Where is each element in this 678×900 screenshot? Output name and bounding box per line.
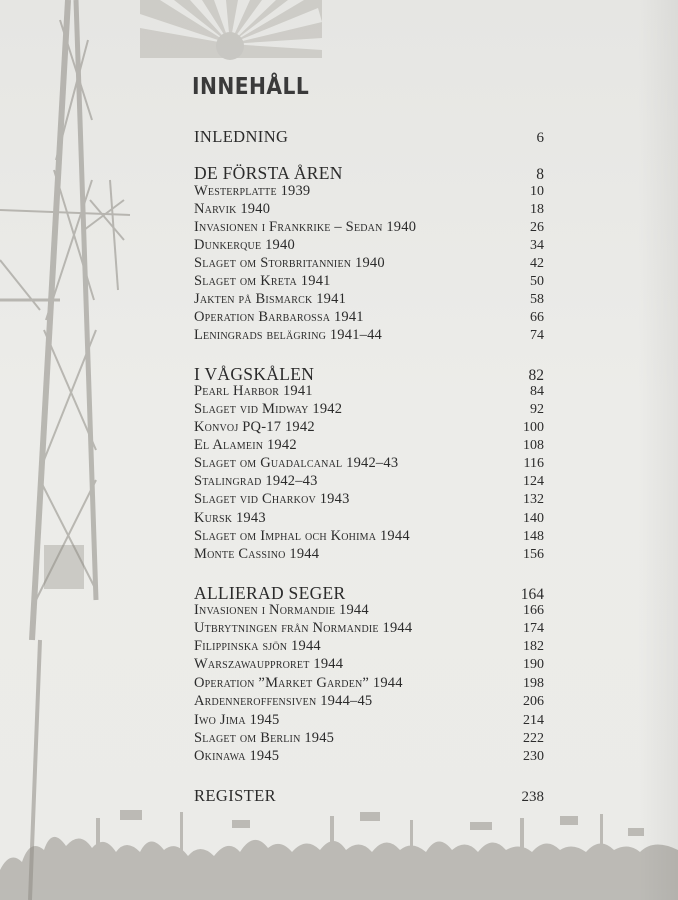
toc-entry (194, 620, 544, 637)
page-shadow (638, 0, 678, 900)
toc-entry (194, 401, 544, 418)
toc-entry (194, 491, 544, 508)
toc-entry (194, 291, 544, 308)
toc-entry-title: Dunkerque 1940 (194, 237, 295, 253)
toc-entry-page: 174 (523, 621, 544, 636)
toc-entry-title: Jakten på Bismarck 1941 (194, 291, 347, 307)
toc-entry-page: 82 (528, 367, 544, 384)
toc-entry-page: 50 (530, 274, 544, 289)
toc-entry (194, 309, 544, 326)
toc-entry-title: Slaget om Guadalcanal 1942–43 (194, 455, 399, 471)
toc-entry-title: INLEDNING (194, 127, 289, 146)
toc-entry-title: Okinawa 1945 (194, 748, 280, 764)
toc-entry (194, 273, 544, 290)
toc-entry-title: Kursk 1943 (194, 510, 266, 526)
toc-entry-title: Monte Cassino 1944 (194, 546, 320, 562)
toc-entry-title: Stalingrad 1942–43 (194, 473, 318, 489)
toc-entry-title: Warszawaupproret 1944 (194, 656, 344, 672)
toc-entry-title: Konvoj PQ-17 1942 (194, 419, 315, 435)
toc-entry-title: REGISTER (194, 786, 277, 805)
toc-entry-page: 230 (523, 749, 544, 764)
toc-entry (194, 656, 544, 673)
toc-entry (194, 712, 544, 729)
toc-entry (194, 455, 544, 472)
toc-entry-page: 214 (523, 713, 544, 728)
toc-entry-title: Slaget vid Charkov 1943 (194, 491, 350, 507)
toc-section-heading (194, 163, 544, 184)
toc-entry (194, 183, 544, 200)
toc-entry-page: 190 (523, 657, 544, 672)
toc-entry (194, 127, 544, 147)
toc-entry-page: 18 (530, 202, 544, 217)
toc-entry-page: 74 (530, 328, 544, 343)
toc-entry (194, 786, 544, 806)
toc-entry (194, 638, 544, 655)
toc-entry-page: 10 (530, 184, 544, 199)
toc-entry (194, 748, 544, 765)
toc-entry (194, 419, 544, 436)
toc-entry (194, 437, 544, 454)
toc-entry-title: Westerplatte 1939 (194, 183, 311, 199)
toc-entry-page: 198 (523, 676, 544, 691)
toc-entry-title: Slaget om Storbritannien 1940 (194, 255, 385, 271)
toc-entry (194, 383, 544, 400)
toc-entry-title: ALLIERAD SEGER (194, 583, 346, 603)
radio-tower (0, 0, 130, 900)
toc-entry-title: Slaget om Berlin 1945 (194, 730, 335, 746)
toc-entry-page: 132 (523, 492, 544, 507)
toc-entry-page: 238 (521, 789, 544, 805)
rising-sun-flag (140, 0, 322, 60)
toc-entry-title: Leningrads belägring 1941–44 (194, 327, 383, 343)
toc-entry-title: Ardenneroffensiven 1944–45 (194, 693, 373, 709)
toc-entry (194, 675, 544, 692)
toc-entry-page: 26 (530, 220, 544, 235)
toc-entry (194, 510, 544, 527)
toc-entry-title: I VÅGSKÅLEN (194, 364, 315, 384)
toc-entry-page: 166 (523, 603, 544, 618)
toc-entry-title: Slaget om Kreta 1941 (194, 273, 331, 289)
toc-section-heading (194, 583, 544, 604)
toc-entry (194, 473, 544, 490)
toc-entry-page: 108 (523, 438, 544, 453)
toc-entry-title: Narvik 1940 (194, 201, 271, 217)
toc-entry-title: Filippinska sjön 1944 (194, 638, 321, 654)
toc-entry-title: Invasionen i Normandie 1944 (194, 602, 369, 618)
toc-entry-page: 124 (523, 474, 544, 489)
toc-entry (194, 237, 544, 254)
toc-entry-title: Slaget om Imphal och Kohima 1944 (194, 528, 410, 544)
toc-entry-page: 100 (523, 420, 544, 435)
toc-entry-title: DE FÖRSTA ÅREN (194, 163, 343, 183)
toc-entry-page: 66 (530, 310, 544, 325)
toc-entry-page: 92 (530, 402, 544, 417)
toc-entry (194, 528, 544, 545)
toc-entry-title: Slaget vid Midway 1942 (194, 401, 343, 417)
toc-entry-page: 58 (530, 292, 544, 307)
toc-entry-page: 148 (523, 529, 544, 544)
toc-entry-title: El Alamein 1942 (194, 437, 297, 453)
toc-entry-title: Operation Barbarossa 1941 (194, 309, 364, 325)
toc-entry (194, 327, 544, 344)
toc-entry-page: 8 (536, 166, 544, 183)
toc-entry-page: 116 (523, 456, 544, 471)
toc-entry-title: Pearl Harbor 1941 (194, 383, 313, 399)
toc-entry-title: Iwo Jima 1945 (194, 712, 280, 728)
toc-entry (194, 219, 544, 236)
toc-entry-page: 84 (530, 384, 544, 399)
toc-entry-page: 156 (523, 547, 544, 562)
toc-entry-page: 164 (520, 586, 544, 603)
toc-entry-page: 42 (530, 256, 544, 271)
toc-entry (194, 255, 544, 272)
toc-entry-title: Invasionen i Frankrike – Sedan 1940 (194, 219, 417, 235)
toc-section-heading (194, 364, 544, 385)
toc-entry-title: Utbrytningen från Normandie 1944 (194, 620, 413, 636)
toc-entry-page: 140 (523, 511, 544, 526)
toc-entry-page: 182 (523, 639, 544, 654)
toc-entry-page: 222 (523, 731, 544, 746)
toc-entry-page: 6 (536, 130, 544, 146)
toc-entry-title: Operation ”Market Garden” 1944 (194, 675, 403, 691)
toc-entry (194, 730, 544, 747)
toc-entry (194, 693, 544, 710)
toc-entry (194, 602, 544, 619)
toc-entry (194, 546, 544, 563)
toc-entry-page: 34 (530, 238, 544, 253)
toc-entry (194, 201, 544, 218)
toc-entry-page: 206 (523, 694, 544, 709)
crowd-silhouette (0, 810, 678, 900)
page-title: INNEHÅLL (192, 74, 310, 100)
